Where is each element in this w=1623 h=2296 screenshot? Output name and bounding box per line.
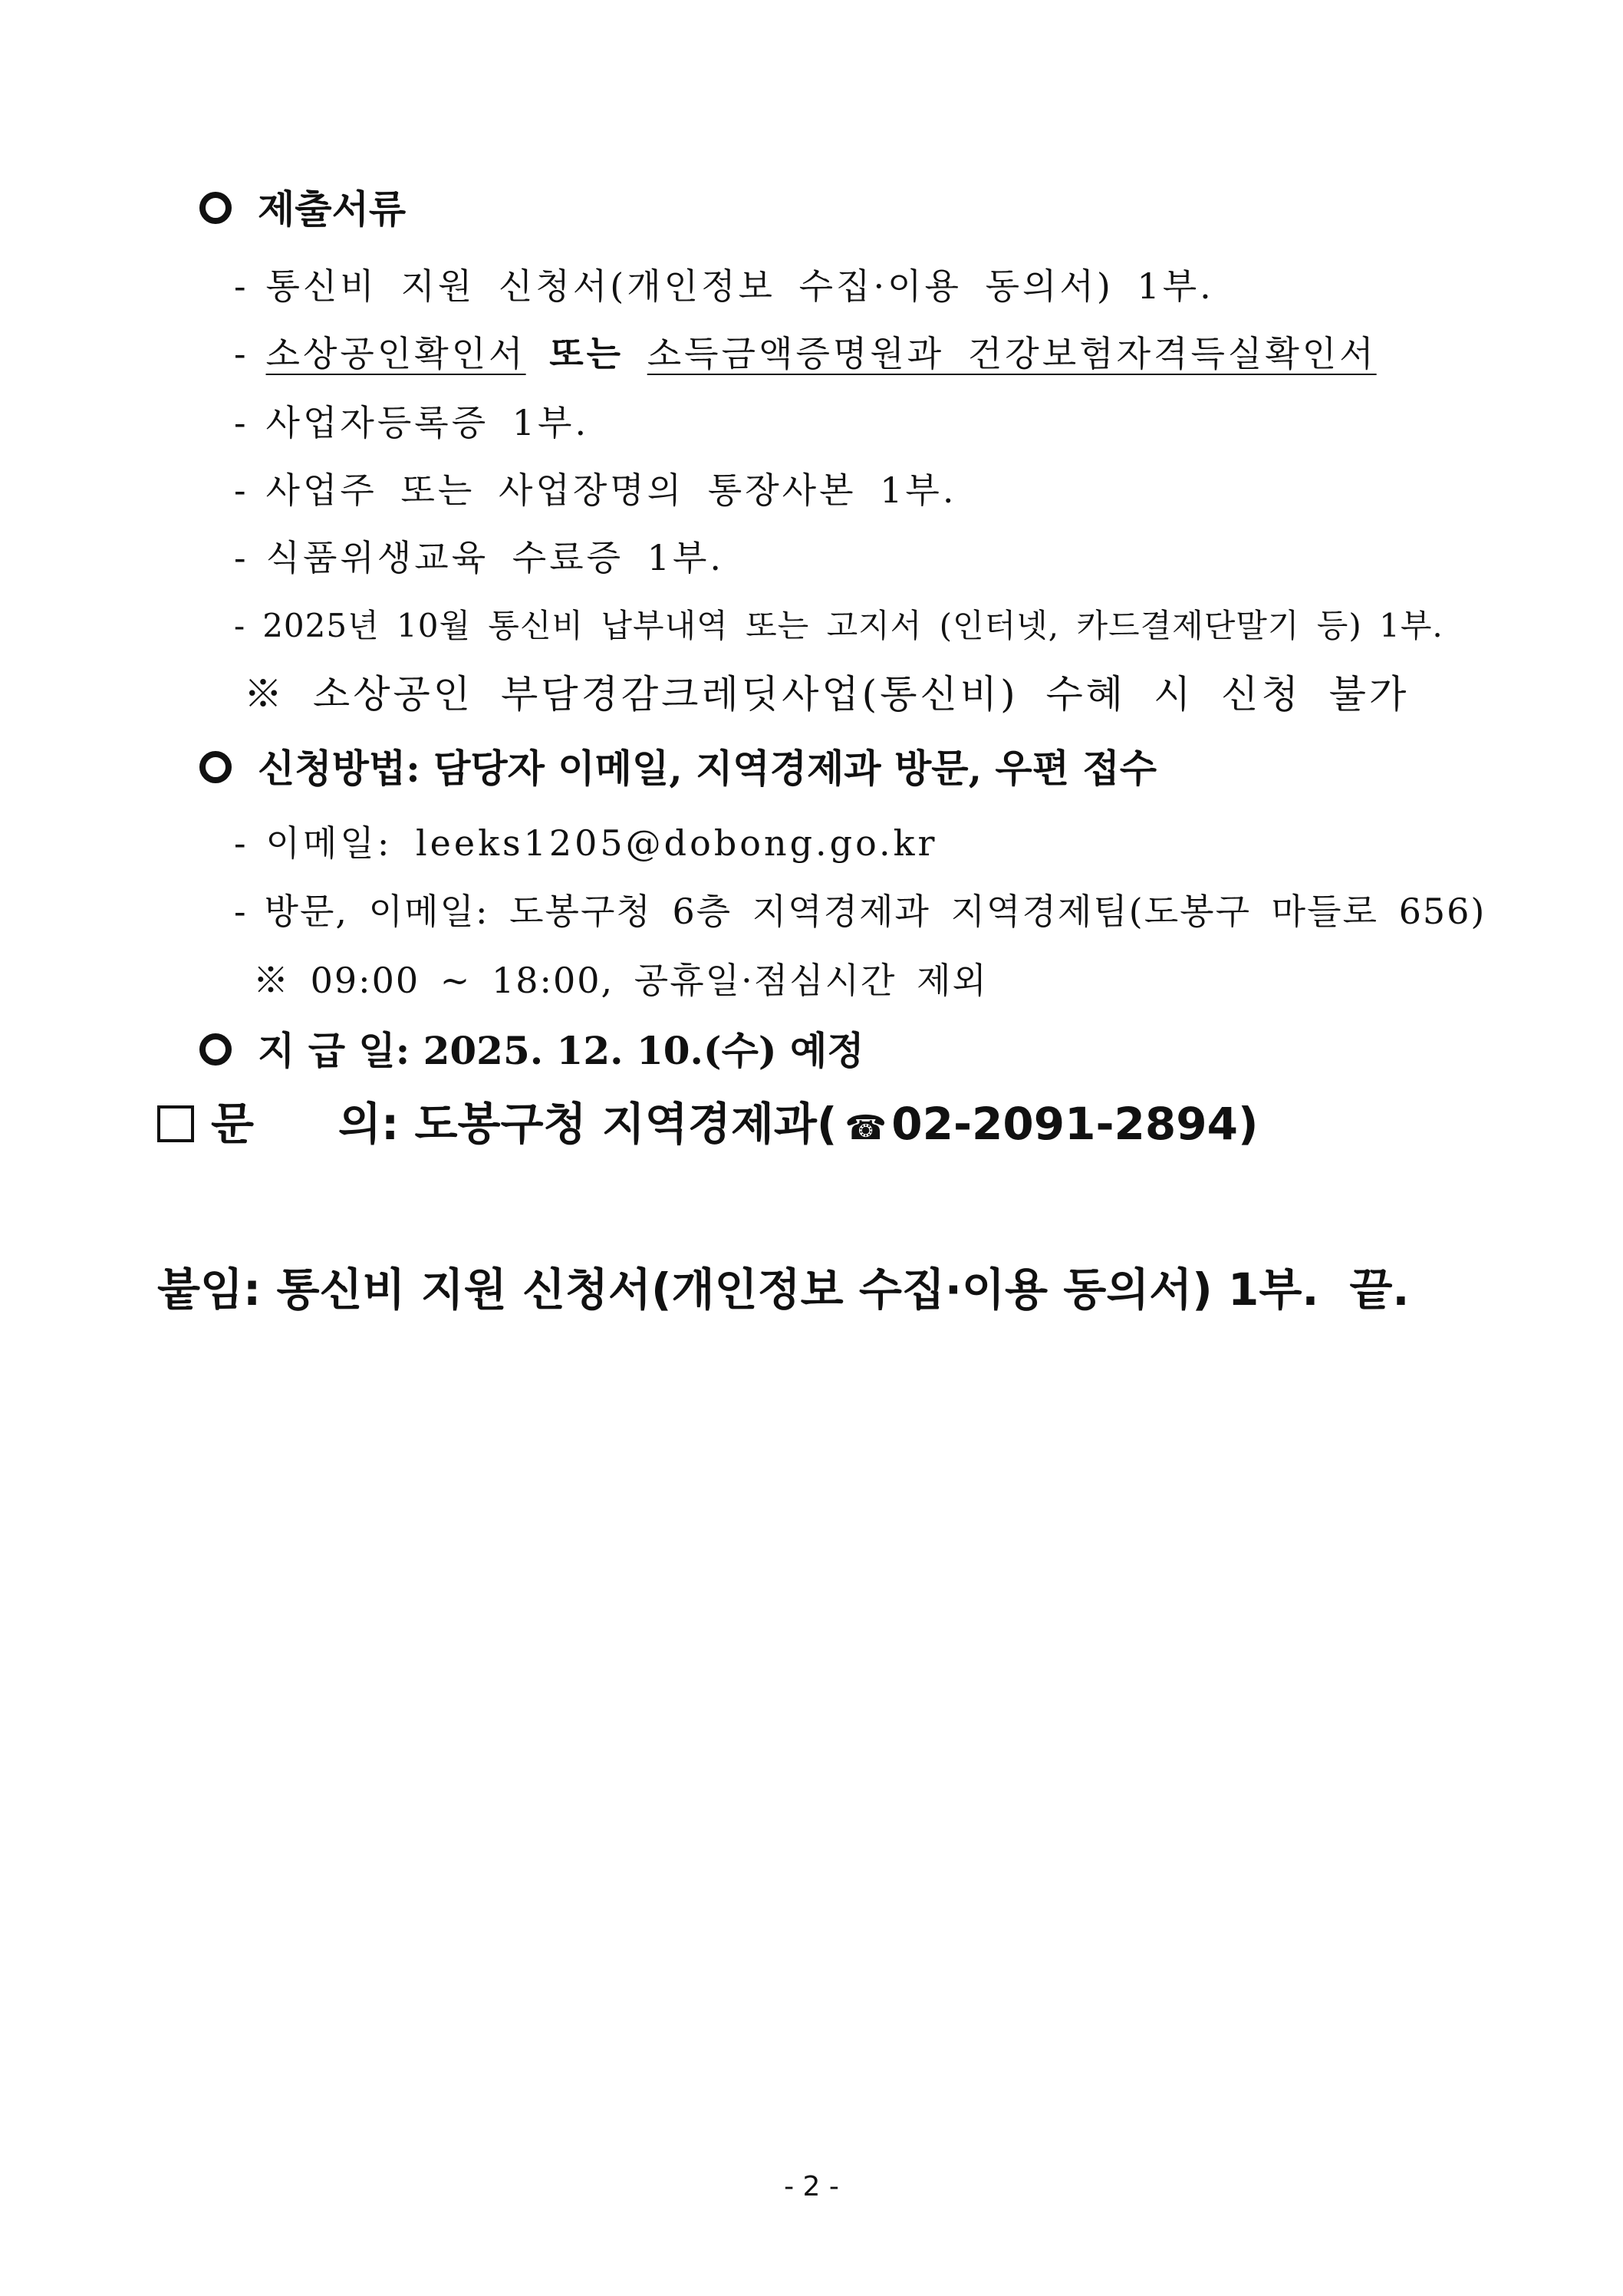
attachment-line: [157, 1263, 1410, 1316]
dash-bullet: -: [234, 822, 249, 864]
list-item-text: 식품위생교육 수료증 1부.: [265, 537, 725, 578]
visit-text: 방문, 이메일: 도봉구청 6층 지역경제과 지역경제팀(도봉구 마들로 656): [264, 891, 1486, 932]
dash-bullet: -: [234, 537, 249, 578]
section-heading: 신청방법: 담당자 이메일, 지역경제과 방문, 우편 접수: [258, 746, 1157, 791]
list-item-text: 2025년 10월 통신비 납부내역 또는 고지서 (인터넷, 카드결제단말기 등) 1부.: [262, 607, 1444, 644]
list-item: [234, 402, 590, 443]
dash-bullet: -: [234, 891, 248, 932]
email-text: 이메일: leeks1205@dobong.go.kr: [265, 822, 938, 864]
list-item-visit: [234, 891, 1486, 932]
cert-part1: 소상공인확인서: [265, 333, 526, 374]
page-number: - 2 -: [784, 2171, 839, 2202]
list-item: [234, 469, 957, 511]
dash-bullet: -: [234, 333, 249, 374]
bullet-circle-icon: [199, 192, 232, 224]
list-item: [234, 607, 1444, 644]
checkbox-square-icon: [157, 1105, 194, 1142]
cert-connector: 또는: [549, 333, 624, 374]
list-item: [234, 537, 725, 578]
attachment-end: 끝.: [1349, 1263, 1410, 1316]
submit-note: ※ 소상공인 부담경감크레딧사업(통신비) 수혜 시 신청 불가: [244, 672, 1410, 716]
section-pay-date: [199, 1028, 864, 1073]
dash-bullet: -: [234, 402, 249, 443]
phone-icon: ☎: [844, 1108, 887, 1148]
list-item-email: [234, 822, 938, 864]
inquiry-label-b: 의:: [338, 1098, 400, 1150]
inquiry-line: [157, 1098, 1259, 1150]
bullet-circle-icon: [199, 751, 232, 783]
attachment-text: 붙임: 통신비 지원 신청서(개인정보 수집·이용 동의서) 1부.: [157, 1263, 1319, 1316]
dash-bullet: -: [234, 469, 249, 511]
cert-part2: 소득금액증명원과 건강보험자격득실확인서: [647, 333, 1377, 374]
inquiry-phone: 02-2091-2894): [891, 1098, 1259, 1150]
bullet-circle-icon: [199, 1033, 232, 1066]
dash-bullet: -: [234, 607, 246, 644]
section-apply-method: [199, 746, 1157, 791]
list-item-cert: [234, 333, 1377, 374]
section-heading: 지 급 일: 2025. 12. 10.(수) 예정: [258, 1028, 864, 1073]
section-submit-docs: [199, 186, 407, 232]
list-item-text: 사업주 또는 사업장명의 통장사본 1부.: [265, 469, 957, 511]
list-item-text: 통신비 지원 신청서(개인정보 수집·이용 동의서) 1부.: [265, 265, 1214, 307]
inquiry-label-a: 문: [211, 1098, 255, 1150]
section-heading: 제출서류: [258, 186, 407, 232]
dash-bullet: -: [234, 265, 249, 307]
list-item: [234, 265, 1214, 307]
hours-note: ※ 09:00 ~ 18:00, 공휴일·점심시간 제외: [253, 960, 988, 1001]
inquiry-dept: 도봉구청 지역경제과(: [414, 1098, 838, 1150]
list-item-text: 사업자등록증 1부.: [265, 402, 590, 443]
